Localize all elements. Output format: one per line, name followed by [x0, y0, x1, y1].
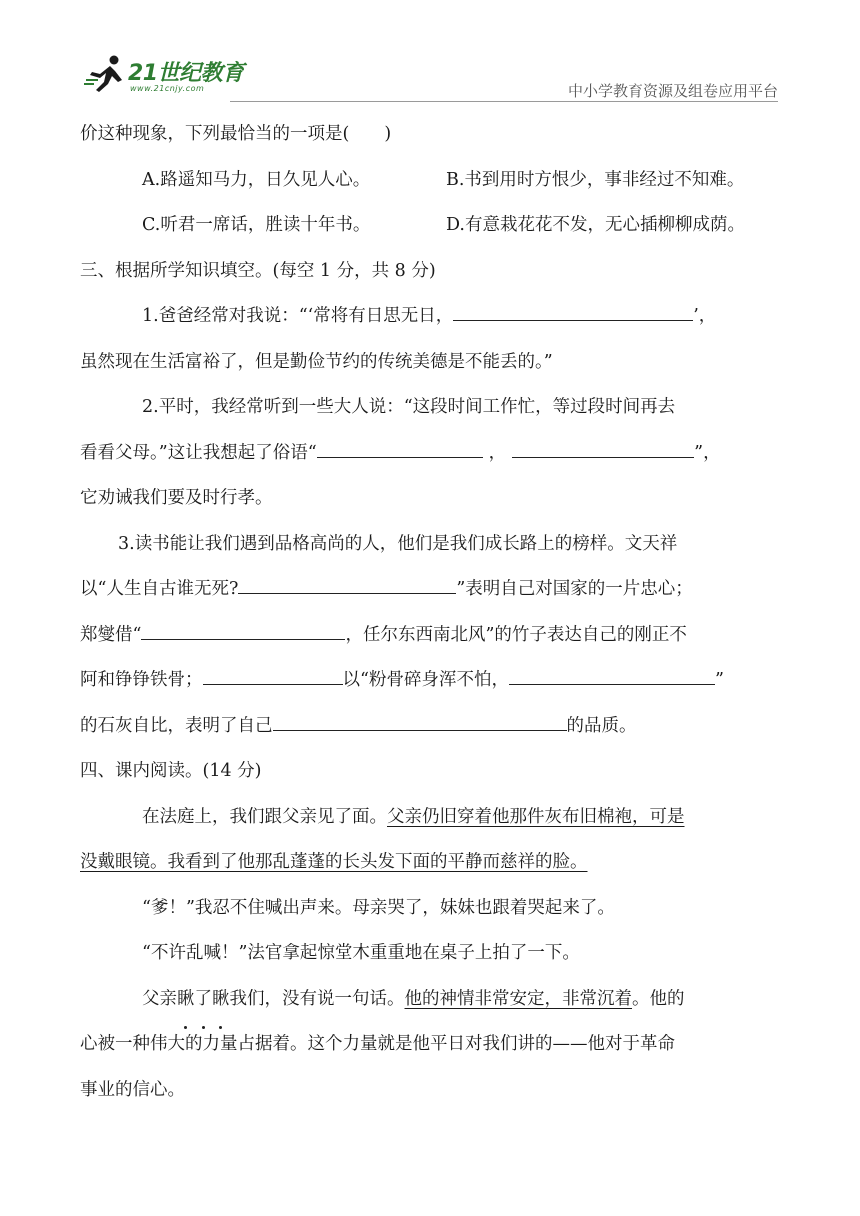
q3-blank-2[interactable]: [141, 621, 345, 640]
platform-name: 中小学教育资源及组卷应用平台: [567, 82, 778, 100]
q3-text-9: 的品质。: [566, 715, 637, 736]
option-a: A.路遥知马力，日久见人心。: [142, 169, 371, 190]
passage-text-1: 在法庭上，我们跟父亲见了面。: [142, 806, 387, 827]
q3-blank-3[interactable]: [203, 666, 343, 685]
underlined-sentence-2: 没戴眼镜。我看到了他那乱蓬蓬的长头发下面的平静而慈祥的脸。: [80, 852, 588, 872]
q2-blank-2[interactable]: [512, 439, 694, 458]
logo-text: 21世纪教育: [128, 61, 244, 86]
dotted-char-1: 瞅: [177, 977, 195, 1023]
section-4-heading: 四、课内阅读。(14 分): [80, 761, 262, 781]
q3-blank-1[interactable]: [238, 575, 456, 594]
passage-line-4: “不许乱喊！”法官拿起惊堂木重重地在桌子上拍了一下。: [142, 943, 580, 963]
q3-line-4: [80, 658, 780, 704]
option-b: B.书到用时方恨少，事非经过不知难。: [446, 169, 745, 190]
q1-line-2: 虽然现在生活富裕了，但是勤俭节约的传统美德是不能丢的。”: [80, 351, 553, 372]
q2-line-1: 2.平时，我经常听到一些大人说：“这段时间工作忙，等过段时间再去: [142, 397, 676, 417]
q3-blank-4[interactable]: [509, 666, 715, 685]
q3-line-3: [80, 613, 780, 659]
q1-blank[interactable]: [453, 302, 693, 321]
passage-line-1: [80, 795, 780, 841]
option-d: D.有意栽花花不发，无心插柳柳成荫。: [446, 215, 745, 235]
q3-text-4: ，任尔东西南北风”的竹子表达自己的刚正不: [345, 624, 687, 645]
q3-line-2: [80, 567, 780, 613]
q3-text-5: 阿和铮铮铁骨；: [80, 670, 203, 690]
runner-logo-icon: [84, 54, 128, 94]
document-body: [80, 112, 780, 1113]
q2-blank-1[interactable]: [317, 439, 483, 458]
question-stem: 价这种现象，下列最恰当的一项是( ): [80, 124, 392, 144]
q3-blank-5[interactable]: [273, 712, 567, 731]
passage-line-6: 心被一种伟大的力量占据着。这个力量就是他平日对我们讲的——他对于革命: [80, 1034, 675, 1054]
passage-text-5c: 我们，没有说一句话。: [229, 988, 405, 1009]
logo: [84, 52, 274, 102]
passage-text-5e: 。他的: [632, 988, 685, 1009]
q3-line-1: 3.读书能让我们遇到品格高尚的人，他们是我们成长路上的榜样。文天祥: [118, 533, 678, 554]
option-c: C.听君一席话，胜读十年书。: [142, 215, 371, 235]
q3-line-5: [80, 704, 780, 750]
q3-text-7: ”: [714, 670, 724, 690]
passage-line-7: 事业的信心。: [80, 1079, 185, 1100]
header-divider: [230, 101, 778, 102]
q1-line-1: [80, 294, 780, 340]
section-3-heading: 三、根据所学知识填空。(每空 1 分，共 8 分): [80, 260, 436, 281]
q1-end: ’，: [693, 306, 717, 326]
underlined-sentence-1: 父亲仍旧穿着他那件灰布旧棉袍，可是: [387, 806, 685, 827]
q1-text: 1.爸爸经常对我说：“‘常将有日思无日，: [142, 306, 454, 326]
q3-text-8: 的石灰自比，表明了自己: [80, 715, 273, 736]
dotted-char-2: 了: [195, 977, 213, 1023]
logo-url: www.21cnjy.com: [130, 84, 205, 93]
q3-text-1: 以“人生自古谁无死?: [80, 579, 239, 599]
q3-text-3: 郑燮借“: [80, 624, 142, 645]
passage-line-5: [80, 977, 780, 1023]
options-row-1: [80, 158, 780, 204]
passage-line-2: [80, 840, 780, 886]
options-row-2: [80, 203, 780, 249]
q3-text-2: ”表明自己对国家的一片忠心；: [456, 579, 693, 599]
q2-end: ”，: [694, 442, 721, 463]
q3-text-6: 以“粉骨碎身浑不怕，: [342, 670, 509, 690]
passage-line-3: “爹！”我忍不住喊出声来。母亲哭了，妹妹也跟着哭起来了。: [142, 897, 615, 918]
q2-text: 看看父母。”这让我想起了俗语“: [80, 442, 317, 463]
underlined-sentence-3: 他的神情非常安定，非常沉着: [404, 988, 632, 1009]
passage-text-5a: 父亲: [142, 988, 177, 1009]
page-header: [0, 0, 860, 110]
q2-comma: ，: [488, 442, 507, 463]
q2-line-3: 它劝诫我们要及时行孝。: [80, 488, 273, 508]
dotted-char-3: 瞅: [212, 977, 230, 1023]
q2-line-2: [80, 431, 780, 477]
